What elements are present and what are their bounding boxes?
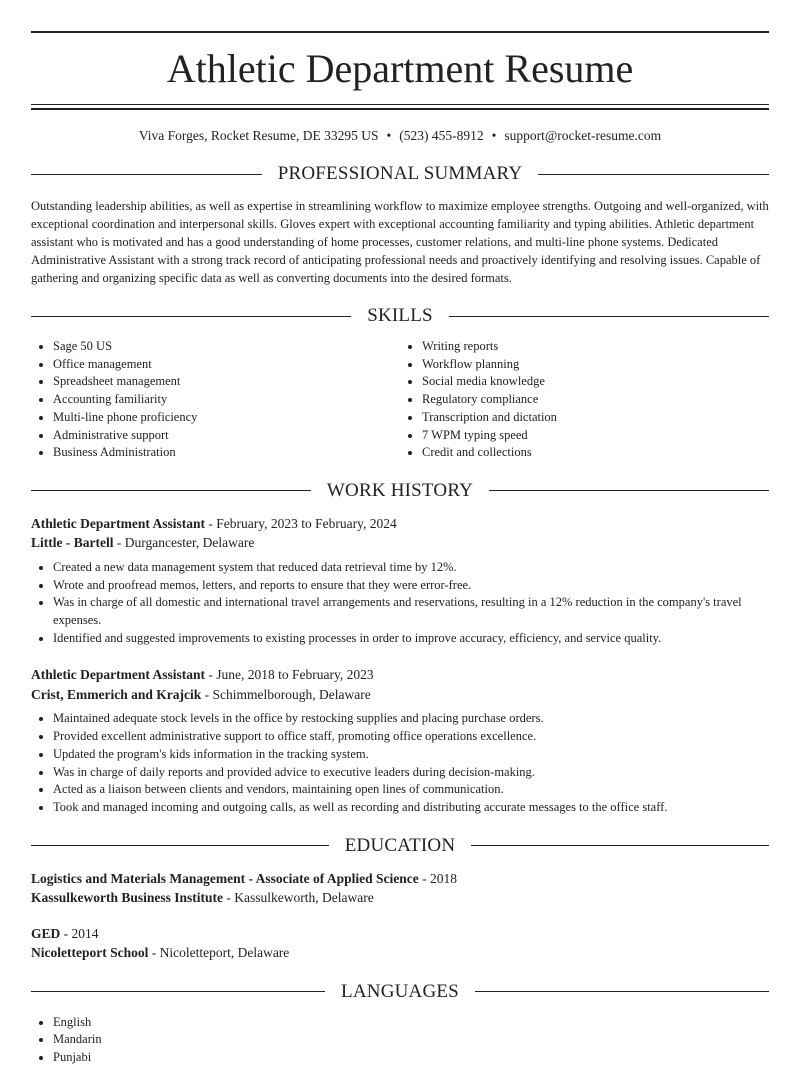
job-bullet: • Was in charge of all domestic and international travel arrangements and reservations, resulting in a 12% reduction in the company's travel expenses. <box>53 594 769 629</box>
heading-rule <box>31 490 311 491</box>
heading-rule <box>31 991 325 992</box>
section-heading-skills <box>31 304 769 328</box>
job-bullets <box>31 710 769 816</box>
job-bullet: • Was in charge of daily reports and provided advice to executive leaders during decision-making. <box>53 764 769 782</box>
skill-item: • Regulatory compliance <box>422 391 769 409</box>
education-school-line <box>31 943 769 963</box>
section-title: EDUCATION <box>344 834 456 856</box>
skill-item: • Writing reports <box>422 338 769 356</box>
contact-line <box>31 127 769 145</box>
skills-list-right <box>400 338 769 462</box>
job-bullet: • Updated the program's kids information in the tracking system. <box>53 746 769 764</box>
heading-rule <box>471 845 769 846</box>
contact-separator: • <box>491 128 497 143</box>
job-dates: - February, 2023 to February, 2024 <box>204 515 397 531</box>
job-location: - Schimmelborough, Delaware <box>201 686 371 702</box>
education-degree-line <box>31 869 769 889</box>
skills-columns <box>31 338 769 462</box>
skill-item: • Sage 50 US <box>53 338 400 356</box>
skill-item: • Spreadsheet management <box>53 373 400 391</box>
job-entry <box>31 665 769 816</box>
education-degree: GED <box>31 925 61 941</box>
skill-item: • Business Administration <box>53 444 400 462</box>
resume-page <box>31 31 769 1067</box>
education-entry <box>31 869 769 908</box>
job-company-line <box>31 533 769 553</box>
job-bullet: • Wrote and proofread memos, letters, and reports to ensure that they were error-free. <box>53 577 769 595</box>
job-bullet: • Maintained adequate stock levels in the office by restocking supplies and placing purchase orders. <box>53 710 769 728</box>
skill-item: • Workflow planning <box>422 356 769 374</box>
heading-rule <box>449 316 769 317</box>
job-location: - Durgancester, Delaware <box>113 535 255 551</box>
job-bullet: • Acted as a liaison between clients and vendors, maintaining open lines of communication. <box>53 781 769 799</box>
contact-separator: • <box>386 128 392 143</box>
title-double-rule <box>31 104 769 110</box>
job-title-line <box>31 665 769 685</box>
heading-rule <box>31 174 262 175</box>
education-location: - Kassulkeworth, Delaware <box>223 890 374 906</box>
education-location: - Nicoletteport, Delaware <box>148 945 290 961</box>
job-bullet: • Provided excellent administrative support to office staff, promoting office operations excellence. <box>53 728 769 746</box>
contact-phone: (523) 455-8912 <box>399 128 484 143</box>
page-title: Athletic Department Resume <box>166 46 634 91</box>
job-bullet: • Created a new data management system that reduced data retrieval time by 12%. <box>53 559 769 577</box>
heading-rule <box>31 316 351 317</box>
job-title: Athletic Department Assistant <box>31 667 205 683</box>
education-year: - 2018 <box>418 870 457 886</box>
education-school: Kassulkeworth Business Institute <box>31 890 224 906</box>
skill-item: • Accounting familiarity <box>53 391 400 409</box>
job-bullet: • Identified and suggested improvements to existing processes in order to improve accuracy, efficiency, and service quality. <box>53 630 769 648</box>
job-entry <box>31 514 769 648</box>
job-bullet: • Took and managed incoming and outgoing calls, as well as recording and distributing accurate messages to the office staff. <box>53 799 769 817</box>
skill-item: • Social media knowledge <box>422 373 769 391</box>
section-heading-summary <box>31 162 769 186</box>
education-degree: Logistics and Materials Management - Associate of Applied Science <box>31 870 419 886</box>
heading-rule <box>475 991 769 992</box>
heading-rule <box>489 490 769 491</box>
skill-item: • Administrative support <box>53 427 400 445</box>
job-dates: - June, 2018 to February, 2023 <box>204 667 374 683</box>
contact-email: support@rocket-resume.com <box>504 128 662 143</box>
heading-rule <box>538 174 769 175</box>
language-item: • Punjabi <box>53 1049 769 1067</box>
language-item: • Mandarin <box>53 1031 769 1049</box>
job-title-line <box>31 514 769 534</box>
contact-address: Viva Forges, Rocket Resume, DE 33295 US <box>138 128 379 143</box>
section-title: WORK HISTORY <box>326 479 474 501</box>
skill-item: • Credit and collections <box>422 444 769 462</box>
education-school-line <box>31 888 769 908</box>
skill-item: • Office management <box>53 356 400 374</box>
heading-rule <box>31 845 329 846</box>
language-item: • English <box>53 1014 769 1032</box>
job-title: Athletic Department Assistant <box>31 515 205 531</box>
education-degree-line <box>31 924 769 944</box>
top-rule <box>31 31 769 33</box>
job-company-line <box>31 685 769 705</box>
section-heading-languages <box>31 980 769 1004</box>
section-title: PROFESSIONAL SUMMARY <box>277 163 523 184</box>
skill-item: • Multi-line phone proficiency <box>53 409 400 427</box>
section-heading-education <box>31 834 769 858</box>
summary-text: Outstanding leadership abilities, as well as expertise in streamlining workflow to maximize employee strengths. Outgoing and well-organized, with exceptional coordination and interpersonal skills. Gloves expert with exceptional accounting familiarity and typing abilities. Athletic department assistant who is motivated and has a good understanding of home processes, customer relations, and multi-line phone systems. Dedicated Administrative Assistant with a strong track record of anticipating professional needs and proactively identifying and resolving issues. Capable of gathering and organizing specific data as well as converting documents into the desired formats. <box>31 199 769 285</box>
skill-item: • 7 WPM typing speed <box>422 427 769 445</box>
section-heading-work <box>31 479 769 503</box>
skill-item: • Transcription and dictation <box>422 409 769 427</box>
section-title: LANGUAGES <box>341 980 459 1002</box>
job-company: Crist, Emmerich and Krajcik <box>31 686 202 702</box>
education-year: - 2014 <box>60 925 99 941</box>
job-bullets <box>31 559 769 648</box>
skills-list-left <box>31 338 400 462</box>
education-school: Nicoletteport School <box>31 945 149 961</box>
section-title: SKILLS <box>367 305 433 326</box>
education-entry <box>31 924 769 963</box>
languages-list <box>31 1014 769 1067</box>
job-company: Little - Bartell <box>31 535 114 551</box>
